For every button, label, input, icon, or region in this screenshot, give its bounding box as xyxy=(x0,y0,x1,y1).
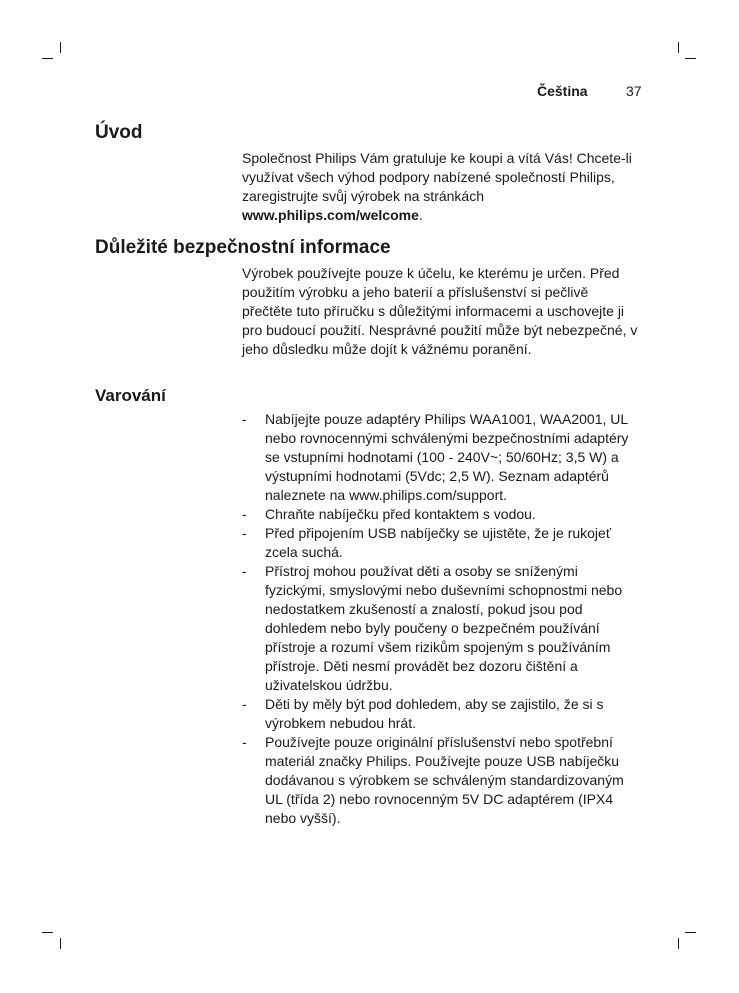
safety-paragraph: Výrobek používejte pouze k účelu, ke kterému je určen. Před použitím výrobku a jeho baterií a příslušenství si pečlivě přečtěte tuto příručku s důležitými informacemi a uschovejte ji pro budoucí použití. Nesprávné použití může být nebezpečné, v jeho důsledku může dojít k vážnému poranění. xyxy=(242,265,638,357)
list-item xyxy=(242,562,642,695)
intro-heading: Úvod xyxy=(95,122,143,143)
warning-text: Před připojením USB nabíječky se ujistěte, že je rukojeť zcela suchá. xyxy=(265,525,612,560)
bullet-dash: - xyxy=(242,506,247,522)
crop-mark xyxy=(685,932,696,933)
header-language: Čeština xyxy=(537,83,588,99)
crop-mark xyxy=(42,58,53,59)
intro-paragraph xyxy=(242,149,642,225)
crop-mark xyxy=(60,42,61,53)
warning-text: Používejte pouze originální příslušenství nebo spotřební materiál značky Philips. Používejte pouze USB nabíječku dodávanou s výrobkem se schváleným standardizovaným UL (třída 2) nebo rovnocenným 5V DC adaptérem (IPX4 nebo vyšší). xyxy=(265,734,624,826)
welcome-link: www.philips.com/welcome xyxy=(242,207,419,223)
warnings-heading: Varování xyxy=(95,386,166,405)
page-number: 37 xyxy=(626,83,642,99)
crop-mark xyxy=(42,932,53,933)
intro-text: Společnost Philips Vám gratuluje ke koupi a vítá Vás! Chcete-li využívat všech výhod podpory nabízené společností Philips, zaregistrujte svůj výrobek na stránkách xyxy=(242,150,632,204)
bullet-dash: - xyxy=(242,525,247,541)
crop-mark xyxy=(60,938,61,949)
bullet-dash: - xyxy=(242,411,247,427)
list-item xyxy=(242,505,642,524)
list-item xyxy=(242,733,642,828)
bullet-dash: - xyxy=(242,734,247,750)
crop-mark xyxy=(685,58,696,59)
warning-text: Chraňte nabíječku před kontaktem s vodou. xyxy=(265,506,536,522)
warning-text: Nabíjejte pouze adaptéry Philips WAA1001, WAA2001, UL nebo rovnocennými schválenými bezpečnostními adaptéry se vstupními hodnotami (100 - 240V~; 50/60Hz; 3,5 W) a výstupními hodnotami (5Vdc; 2,5 W). Seznam adaptérů naleznete na www.philips.com/support. xyxy=(265,411,629,503)
list-item xyxy=(242,410,642,505)
crop-mark xyxy=(678,42,679,53)
list-item xyxy=(242,695,642,733)
warnings-list xyxy=(242,410,642,828)
bullet-dash: - xyxy=(242,696,247,712)
warning-text: Přístroj mohou používat děti a osoby se sníženými fyzickými, smyslovými nebo duševními schopnostmi nebo nedostatkem zkušeností a znalostí, pokud jsou pod dohledem nebo byly poučeny o bezpečném používání přístroje a rozumí všem rizikům spojeným s používáním přístroje. Děti nesmí provádět bez dozoru čištění a uživatelskou údržbu. xyxy=(265,563,623,693)
warning-text: Děti by měly být pod dohledem, aby se zajistilo, že si s výrobkem nebudou hrát. xyxy=(265,696,604,731)
bullet-dash: - xyxy=(242,563,247,579)
intro-text-end: . xyxy=(418,207,423,223)
crop-mark xyxy=(678,938,679,949)
safety-heading: Důležité bezpečnostní informace xyxy=(95,237,391,258)
list-item xyxy=(242,524,642,562)
